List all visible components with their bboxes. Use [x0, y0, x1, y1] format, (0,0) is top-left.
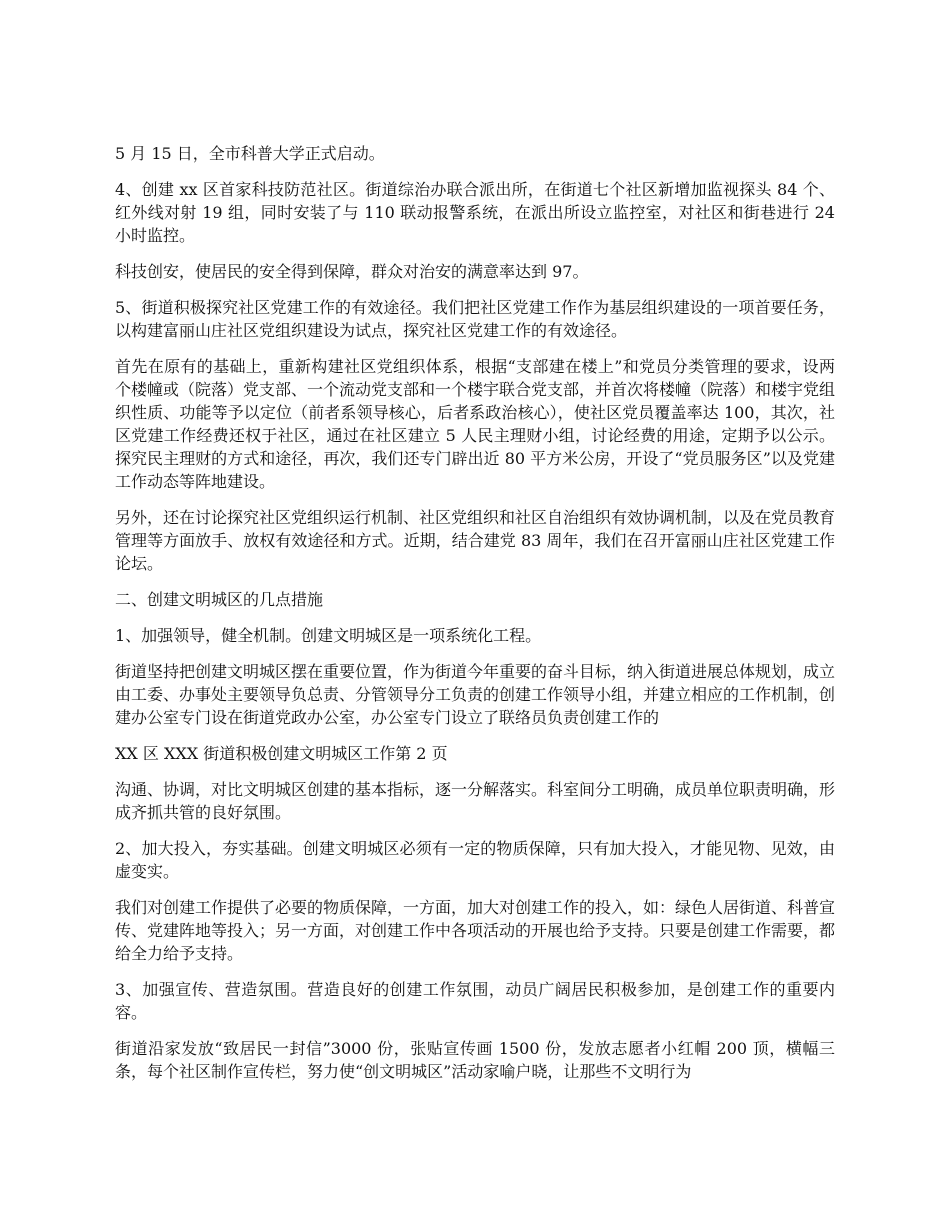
paragraph-party-building: 5、街道积极探究社区党建工作的有效途径。我们把社区党建工作作为基层组织建设的一项首要任务，以构建富丽山庄社区党组织建设为试点，探究社区党建工作的有效途径。 [115, 298, 835, 340]
document-page [115, 142, 835, 1096]
section-heading: 二、创建文明城区的几点措施 [115, 590, 324, 609]
page-header-line: XX 区 XXX 街道积极创建文明城区工作第 2 页 [115, 744, 448, 763]
paragraph-distribution: 街道沿家发放“致居民一封信”3000 份，张贴宣传画 1500 份，发放志愿者小红帽 200 顶，横幅三条，每个社区制作宣传栏，努力使“创文明城区”活动家喻户晓，让那些不文明行为 [115, 1039, 835, 1081]
paragraph-leadership: 1、加强领导，健全机制。创建文明城区是一项系统化工程。 [115, 626, 542, 645]
paragraph-coordination: 另外，还在讨论探究社区党组织运行机制、社区党组织和社区自治组织有效协调机制，以及在党员教育管理等方面放手、放权有效途径和方式。近期，结合建党 83 周年，我们在召开富丽山庄社区党建工作论坛。 [115, 508, 836, 573]
paragraph-communication: 沟通、协调，对比文明城区创建的基本指标，逐一分解落实。科室间分工明确，成员单位职责明确，形成齐抓共管的良好氛围。 [115, 780, 836, 822]
paragraph-date: 5 月 15 日，全市科普大学正式启动。 [115, 144, 385, 163]
paragraph-publicity: 3、加强宣传、营造氛围。营造良好的创建工作氛围，动员广阔居民积极参加，是创建工作的重要内容。 [115, 980, 835, 1022]
paragraph-safety: 科技创安，使居民的安全得到保障，群众对治安的满意率达到 97。 [115, 262, 589, 281]
paragraph-tech-community: 4、创建 xx 区首家科技防范社区。街道综治办联合派出所，在街道七个社区新增加监视探头 84 个、红外线对射 19 组，同时安装了与 110 联动报警系统，在派出所设立监控室，对社区和街巷进行 24 小时监控。 [115, 180, 835, 245]
paragraph-material-support: 我们对创建工作提供了必要的物质保障，一方面，加大对创建工作的投入，如：绿色人居街道、科普宣传、党建阵地等投入；另一方面，对创建工作中各项活动的开展也给予支持。只要是创建工作需要，都给全力给予支持。 [115, 898, 836, 963]
paragraph-party-system: 首先在原有的基础上，重新构建社区党组织体系，根据“支部建在楼上”和党员分类管理的要求，设两个楼幢或（院落）党支部、一个流动党支部和一个楼宇联合党支部，并首次将楼幢（院落）和楼宇党组织性质、功能等予以定位（前者系领导核心，后者系政治核心），使社区党员覆盖率达 100，其次，社区党建工作经费还权于社区，通过在社区建立 5 人民主理财小组，讨论经费的用途，定期予以公示。探究民主理财的方式和途径，再次，我们还专门辟出近 80 平方米公房，开设了“党员服务区”以及党建工作动态等阵地建设。 [115, 357, 836, 491]
paragraph-planning: 街道坚持把创建文明城区摆在重要位置，作为街道今年重要的奋斗目标，纳入街道进展总体规划，成立由工委、办事处主要领导负总责、分管领导分工负责的创建工作领导小组，并建立相应的工作机制，创建办公室专门设在街道党政办公室，办公室专门设立了联络员负责创建工作的 [115, 662, 836, 727]
paragraph-investment: 2、加大投入，夯实基础。创建文明城区必须有一定的物质保障，只有加大投入，才能见物、见效，由虚变实。 [115, 839, 835, 881]
